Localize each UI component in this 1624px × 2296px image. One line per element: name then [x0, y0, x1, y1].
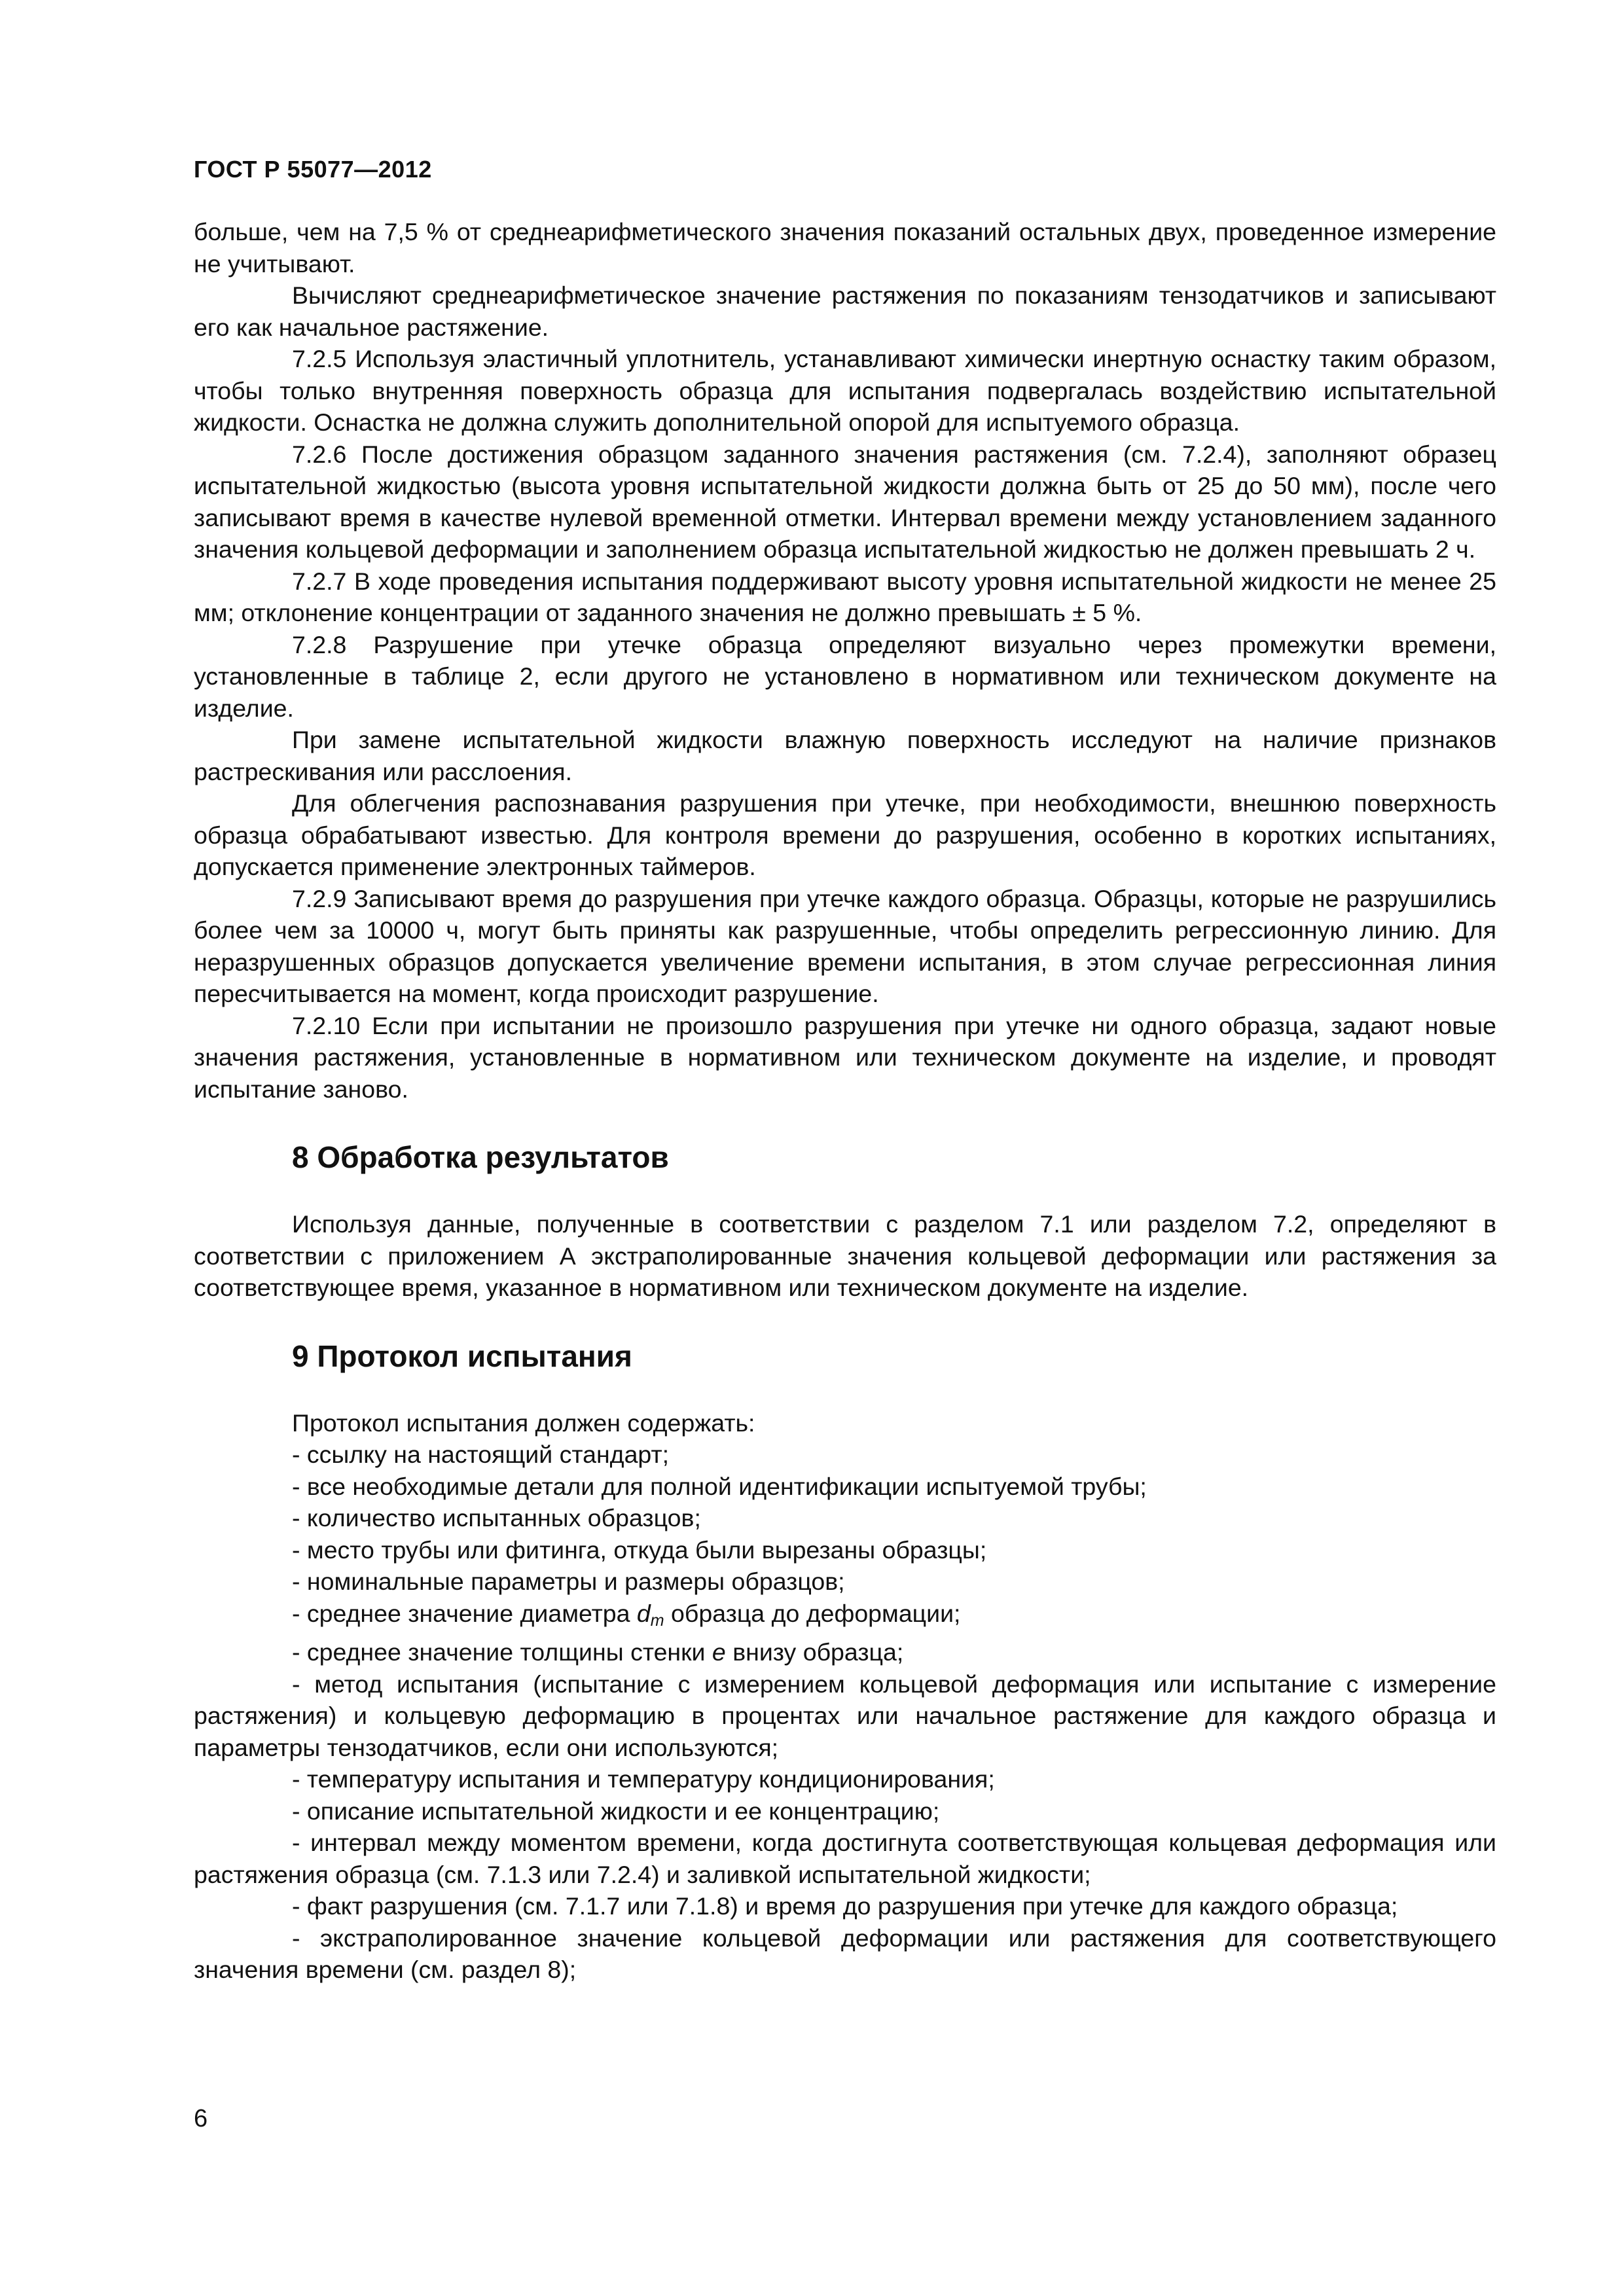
- list-item-thickness: [194, 1636, 1496, 1668]
- page-number: 6: [194, 2105, 208, 2132]
- list-item: - метод испытания (испытание с измерением кольцевой деформация или испытание с измерение растяжения) и кольцевую деформацию в процентах или начальное растяжение для каждого образца и параметры тензодатчиков, если они используются;: [194, 1670, 1496, 1761]
- list-item-diameter: [194, 1598, 1496, 1637]
- section-9-intro: Протокол испытания должен содержать:: [292, 1408, 755, 1437]
- list-item: - номинальные параметры и размеры образцов;: [292, 1568, 845, 1595]
- paragraph: Для облегчения распознавания разрушения при утечке, при необходимости, внешнюю поверхность образца обрабатывают известью. Для контроля времени до разрушения, особенно в коротких испытаниях, допускается применение электронных таймеров.: [194, 789, 1496, 880]
- paragraph-7-2-10: 7.2.10 Если при испытании не произошло разрушения при утечке ни одного образца, задают новые значения растяжения, установленные в нормативном или техническом документе на изделие, и проводят испытание заново.: [194, 1011, 1496, 1103]
- paragraph-7-2-8: 7.2.8 Разрушение при утечке образца определяют визуально через промежутки времени, установленные в таблице 2, если другого не установлено в нормативном или техническом документе на изделие.: [194, 630, 1496, 722]
- item-text: - среднее значение диаметра: [292, 1599, 637, 1627]
- item-text: внизу образца;: [725, 1638, 904, 1666]
- paragraph-7-2-6: 7.2.6 После достижения образцом заданного значения растяжения (см. 7.2.4), заполняют образец испытательной жидкостью (высота уровня испытательной жидкости должна быть от 25 до 50 мм), после чего записывают время в качестве нулевой временной отметки. Интервал времени между установлением заданного значения кольцевой деформации и заполнением образца испытательной жидкостью не должен превышать 2 ч.: [194, 440, 1496, 563]
- paragraph: При замене испытательной жидкости влажную поверхность исследуют на наличие признаков растрескивания или расслоения.: [194, 726, 1496, 785]
- paragraph-7-2-7: 7.2.7 В ходе проведения испытания поддерживают высоту уровня испытательной жидкости не менее 25 мм; отклонение концентрации от заданного значения не должно превышать ± 5 %.: [194, 567, 1496, 626]
- list-item: - температуру испытания и температуру кондиционирования;: [292, 1765, 995, 1793]
- paragraph-7-2-5: 7.2.5 Используя эластичный уплотнитель, устанавливают химически инертную оснастку таким образом, чтобы только внутренняя поверхность образца для испытания подвергалась воздействию испытательной жидкости. Оснастка не должна служить дополнительной опорой для испытуемого образца.: [194, 345, 1496, 436]
- list-item: - количество испытанных образцов;: [292, 1504, 701, 1532]
- list-item: - все необходимые детали для полной идентификации испытуемой трубы;: [292, 1472, 1147, 1500]
- list-item: - экстраполированное значение кольцевой деформации или растяжения для соответствующего значения времени (см. раздел 8);: [194, 1924, 1496, 1983]
- paragraph: больше, чем на 7,5 % от среднеарифметического значения показаний остальных двух, проведенное измерение не учитывают.: [194, 218, 1496, 278]
- item-text: образца до деформации;: [664, 1599, 961, 1627]
- section-8-heading: 8 Обработка результатов: [292, 1140, 669, 1174]
- list-item: - описание испытательной жидкости и ее концентрацию;: [292, 1797, 940, 1825]
- document-code-header: ГОСТ Р 55077—2012: [194, 156, 432, 183]
- list-item: - интервал между моментом времени, когда достигнута соответствующая кольцевая деформация или растяжения образца (см. 7.1.3 или 7.2.4) и заливкой испытательной жидкости;: [194, 1829, 1496, 1888]
- diameter-symbol: d: [636, 1599, 651, 1627]
- list-item: - ссылку на настоящий стандарт;: [292, 1441, 670, 1468]
- item-text: - среднее значение толщины стенки: [292, 1638, 712, 1666]
- thickness-symbol: e: [712, 1638, 726, 1666]
- section-9-heading: 9 Протокол испытания: [292, 1338, 632, 1373]
- list-item: - факт разрушения (см. 7.1.7 или 7.1.8) и время до разрушения при утечке для каждого образца;: [292, 1892, 1398, 1920]
- diameter-subscript: m: [650, 1611, 664, 1630]
- page-content: [194, 216, 1496, 1986]
- paragraph: Вычисляют среднеарифметическое значение растяжения по показаниям тензодатчиков и записывают его как начальное растяжение.: [194, 281, 1496, 341]
- paragraph-7-2-9: 7.2.9 Записывают время до разрушения при утечке каждого образца. Образцы, которые не разрушились более чем за 10000 ч, могут быть приняты как разрушенные, чтобы определить регрессионную линию. Для неразрушенных образцов допускается увеличение времени испытания, в этом случае регрессионная линия пересчитывается на момент, когда происходит разрушение.: [194, 884, 1496, 1007]
- section-8-text: Используя данные, полученные в соответствии с разделом 7.1 или разделом 7.2, определяют в соответствии с приложением А экстраполированные значения кольцевой деформации или растяжения за соответствующее время, указанное в нормативном или техническом документе на изделие.: [194, 1210, 1496, 1301]
- list-item: - место трубы или фитинга, откуда были вырезаны образцы;: [292, 1535, 987, 1564]
